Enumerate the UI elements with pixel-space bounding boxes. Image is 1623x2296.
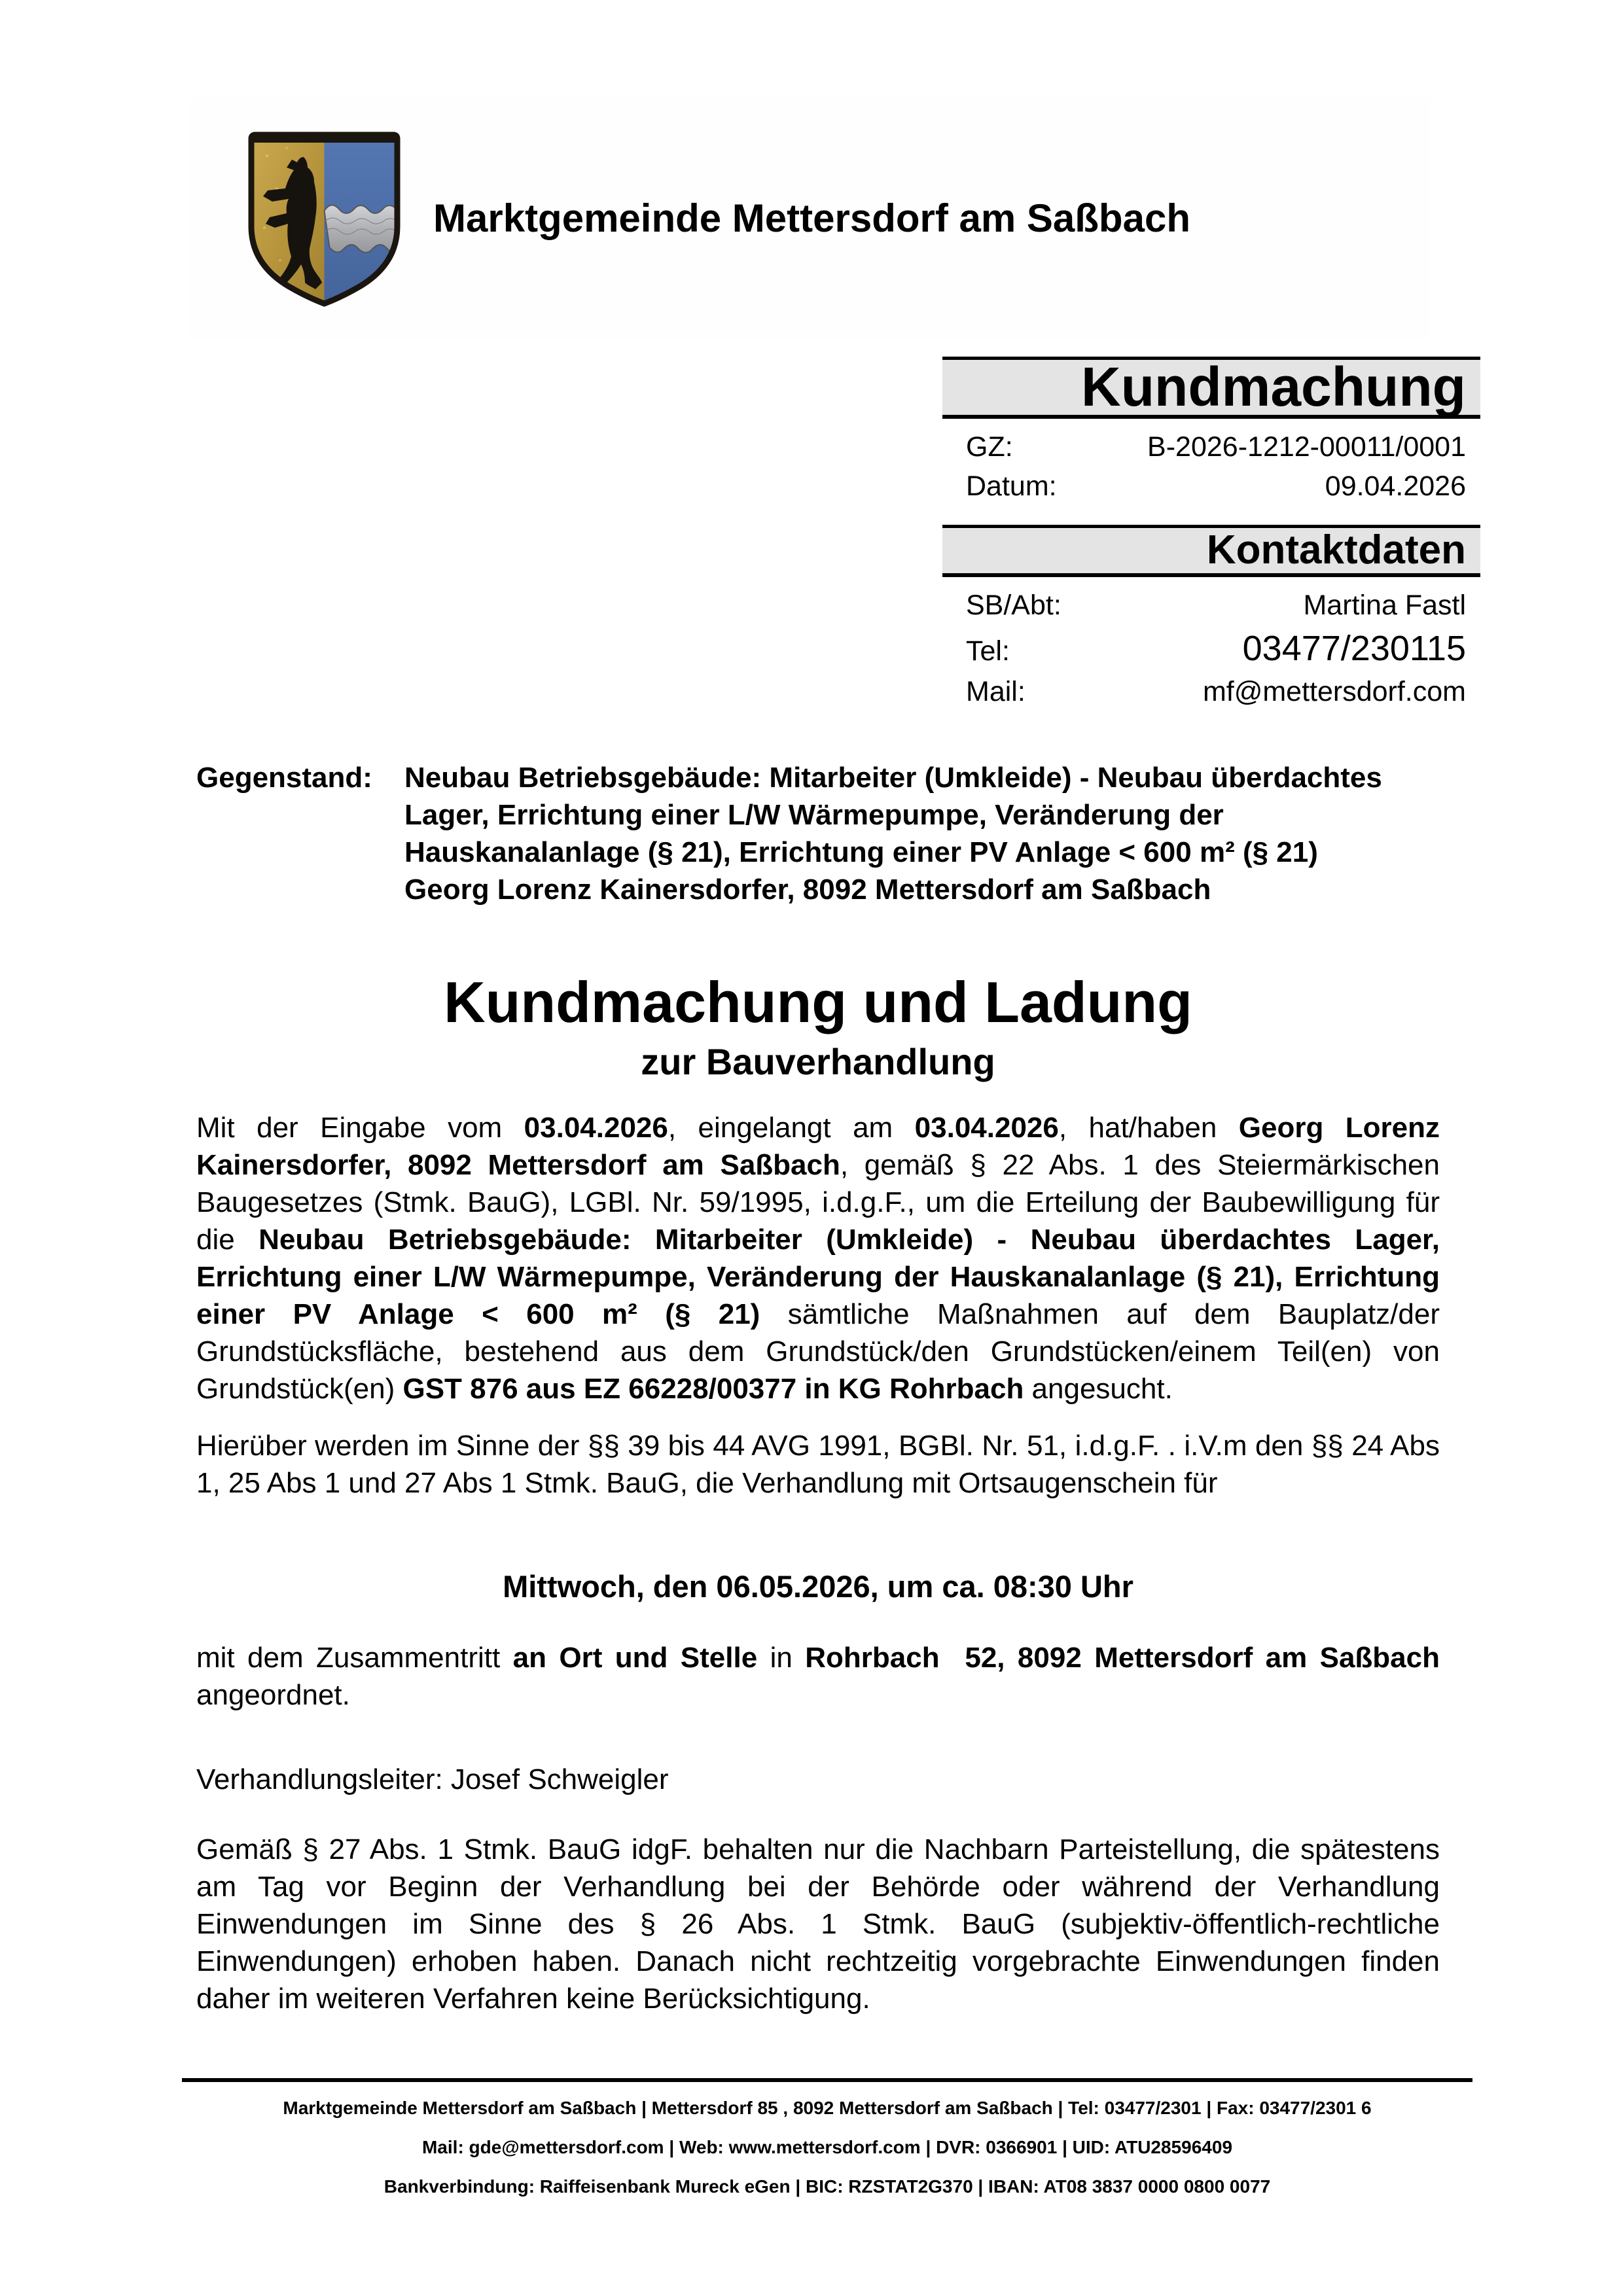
page-footer: Marktgemeinde Mettersdorf am Saßbach | Mettersdorf 85 , 8092 Mettersdorf am Saßbach | Tel: 03477/2301 | Fax: 03477/2301 6 Mail: gde@mettersdorf.com | Web: www.mettersdorf.com | DVR: 0366901 | UID: ATU28596409 Bankverbindung: Raiffeisenbank Mureck eGen | BIC: RZSTAT2G370 | IBAN: AT08 3837 0000 0800 0077: [182, 2078, 1472, 2206]
subject-label: Gegenstand:: [196, 762, 372, 794]
date-row: [942, 468, 1480, 504]
gz-row: [942, 429, 1480, 465]
mail-value: mf@mettersdorf.com: [1202, 676, 1466, 707]
municipality-name: Marktgemeinde Mettersdorf am Saßbach: [433, 196, 1190, 240]
gz-value: B-2026-1212-00011/0001: [1147, 431, 1466, 463]
info-column: [942, 357, 1480, 709]
letterhead: [190, 97, 1430, 340]
document-title: Kundmachung und Ladung: [444, 970, 1192, 1034]
mail-label: Mail:: [966, 676, 1026, 707]
date-label: Datum:: [966, 470, 1057, 502]
paragraph-location: mit dem Zusammentritt an Ort und Stelle in Rohrbach 52, 8092 Mettersdorf am Saßbach angeordnet.: [196, 1642, 1440, 1711]
clerk-value: Martina Fastl: [1303, 590, 1466, 621]
phone-label: Tel:: [966, 635, 1010, 667]
gz-label: GZ:: [966, 431, 1013, 463]
clerk-row: [942, 588, 1480, 623]
clerk-label: SB/Abt:: [966, 590, 1061, 621]
date-value: 09.04.2026: [1325, 470, 1466, 502]
subject-text: Neubau Betriebsgebäude: Mitarbeiter (Umkleide) - Neubau überdachtes Lager, Errichtung einer L/W Wärmepumpe, Veränderung der Hauskanalanlage (§ 21), Errichtung einer PV Anlage < 600 m² (§ 21) Georg Lorenz Kainersdorfer, 8092 Mettersdorf am Saßbach: [404, 762, 1382, 906]
coat-of-arms-icon: [247, 130, 401, 311]
notice-box-title: Kundmachung: [942, 357, 1480, 419]
paragraph-application: Mit der Eingabe vom 03.04.2026, eingelangt am 03.04.2026, hat/haben Georg Lorenz Kainersdorfer, 8092 Mettersdorf am Saßbach, gemäß § 22 Abs. 1 des Steiermärkischen Baugesetzes (Stmk. BauG), LGBl. Nr. 59/1995, i.d.g.F., um die Erteilung der Baubewilligung für die Neubau Betriebsgebäude: Mitarbeiter (Umkleide) - Neubau überdachtes Lager, Errichtung einer L/W Wärmepumpe, Veränderung der Hauskanalanlage (§ 21), Errichtung einer PV Anlage < 600 m² (§ 21) sämtliche Maßnahmen auf dem Bauplatz/der Grundstücksfläche, bestehend aus dem Grundstück/den Grundstücken/einem Teil(en) von Grundstück(en) GST 876 aus EZ 66228/00377 in KG Rohrbach angesucht.: [196, 1112, 1440, 1405]
paragraph-objections: Gemäß § 27 Abs. 1 Stmk. BauG idgF. behalten nur die Nachbarn Parteistellung, die spätestens am Tag vor Beginn der Verhandlung bei der Behörde oder während der Verhandlung Einwendungen im Sinne des § 26 Abs. 1 Stmk. BauG (subjektiv-öffentlich-rechtliche Einwendungen) erhoben haben. Danach nicht rechtzeitig vorgebrachte Einwendungen finden daher im weiteren Verfahren keine Berücksichtigung.: [196, 1833, 1440, 2015]
paragraph-hearing-leader: Verhandlungsleiter: Josef Schweigler: [196, 1763, 669, 1795]
contact-box-title: Kontaktdaten: [942, 525, 1480, 577]
document-subtitle: zur Bauverhandlung: [641, 1041, 995, 1082]
hearing-date-line: Mittwoch, den 06.05.2026, um ca. 08:30 Uhr: [503, 1569, 1133, 1604]
phone-row: [942, 627, 1480, 670]
mail-row: [942, 674, 1480, 709]
document-body: [196, 759, 1440, 2017]
subject-block: [196, 759, 1440, 908]
paragraph-legal-basis: Hierüber werden im Sinne der §§ 39 bis 44 AVG 1991, BGBl. Nr. 51, i.d.g.F. . i.V.m den §§ 24 Abs 1, 25 Abs 1 und 27 Abs 1 Stmk. BauG, die Verhandlung mit Ortsaugenschein für: [196, 1430, 1440, 1499]
shield-top-cap: [253, 136, 396, 143]
phone-value: 03477/230115: [1242, 629, 1466, 668]
